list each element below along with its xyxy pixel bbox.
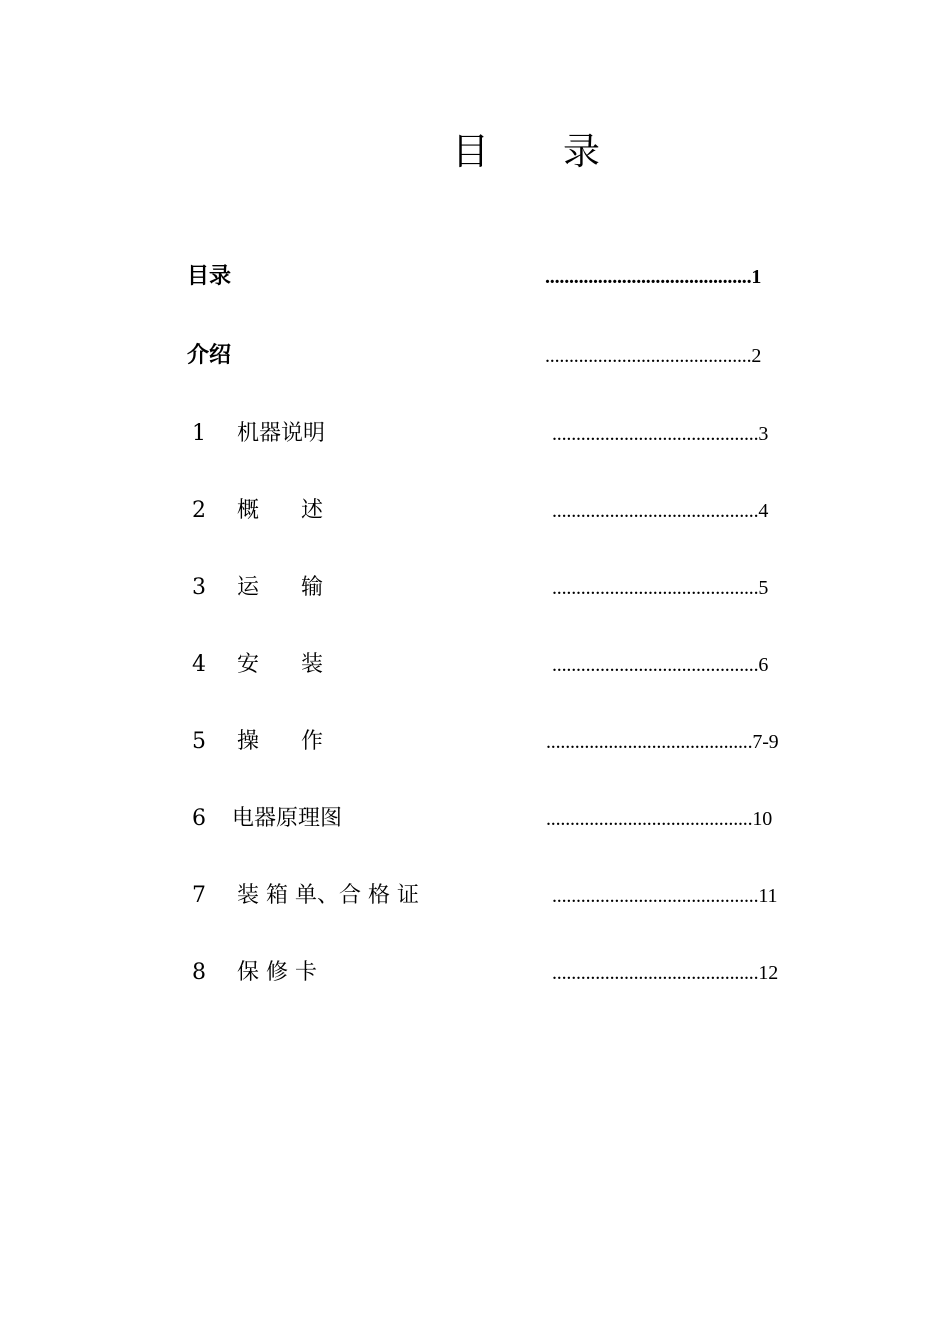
toc-entry-leader: ...........................................6 xyxy=(552,654,769,676)
toc-entry-name: 装 箱 单、合 格 证 xyxy=(237,883,419,908)
toc-entry-leader: ...........................................12 xyxy=(552,962,779,984)
toc-entry-number: 4 xyxy=(192,652,206,677)
toc-entry-packing-list-certificate[interactable] xyxy=(0,881,950,911)
toc-entry-installation[interactable] xyxy=(0,650,950,680)
toc-entry-machine-description[interactable] xyxy=(0,419,950,449)
toc-entry-leader: ...........................................3 xyxy=(552,423,769,445)
toc-entry-number: 8 xyxy=(192,960,206,985)
toc-entry-number: 7 xyxy=(192,883,206,908)
toc-entry-name: 电器原理图 xyxy=(232,806,343,831)
toc-entry-label: 介绍 xyxy=(187,343,232,368)
toc-entry-number: 3 xyxy=(192,575,206,600)
toc-entry-leader: ...........................................2 xyxy=(545,345,762,367)
title-char-1: 目 xyxy=(452,130,489,173)
toc-entry-contents[interactable] xyxy=(0,262,950,292)
toc-entry-name: 运 输 xyxy=(237,575,323,600)
toc-entry-leader: ...........................................11 xyxy=(552,885,778,907)
toc-entry-leader: ...........................................1 xyxy=(545,266,762,288)
toc-entry-name: 保 修 卡 xyxy=(237,960,317,985)
toc-entry-number: 5 xyxy=(192,729,206,754)
toc-entry-introduction[interactable] xyxy=(0,341,950,371)
toc-entry-leader: ...........................................5 xyxy=(552,577,769,599)
toc-entry-name: 安 装 xyxy=(237,652,323,677)
toc-entry-name: 机器说明 xyxy=(237,421,326,446)
title-char-2: 录 xyxy=(563,130,600,173)
toc-entry-leader: ...........................................10 xyxy=(546,808,773,830)
toc-entry-label: 目录 xyxy=(187,264,232,289)
toc-entry-transport[interactable] xyxy=(0,573,950,603)
page-title xyxy=(0,128,950,176)
toc-entry-warranty-card[interactable] xyxy=(0,958,950,988)
toc-entry-name: 概 述 xyxy=(237,498,323,523)
toc-entry-leader: ...........................................4 xyxy=(552,500,769,522)
toc-entry-number: 6 xyxy=(192,806,206,831)
toc-entry-name: 操 作 xyxy=(237,729,323,754)
toc-entry-electrical-diagram[interactable] xyxy=(0,804,950,834)
toc-entry-overview[interactable] xyxy=(0,496,950,526)
toc-entry-leader: ...........................................7-9 xyxy=(546,731,779,753)
toc-entry-operation[interactable] xyxy=(0,727,950,757)
toc-entry-number: 2 xyxy=(192,498,206,523)
toc-entry-number: 1 xyxy=(192,421,206,446)
